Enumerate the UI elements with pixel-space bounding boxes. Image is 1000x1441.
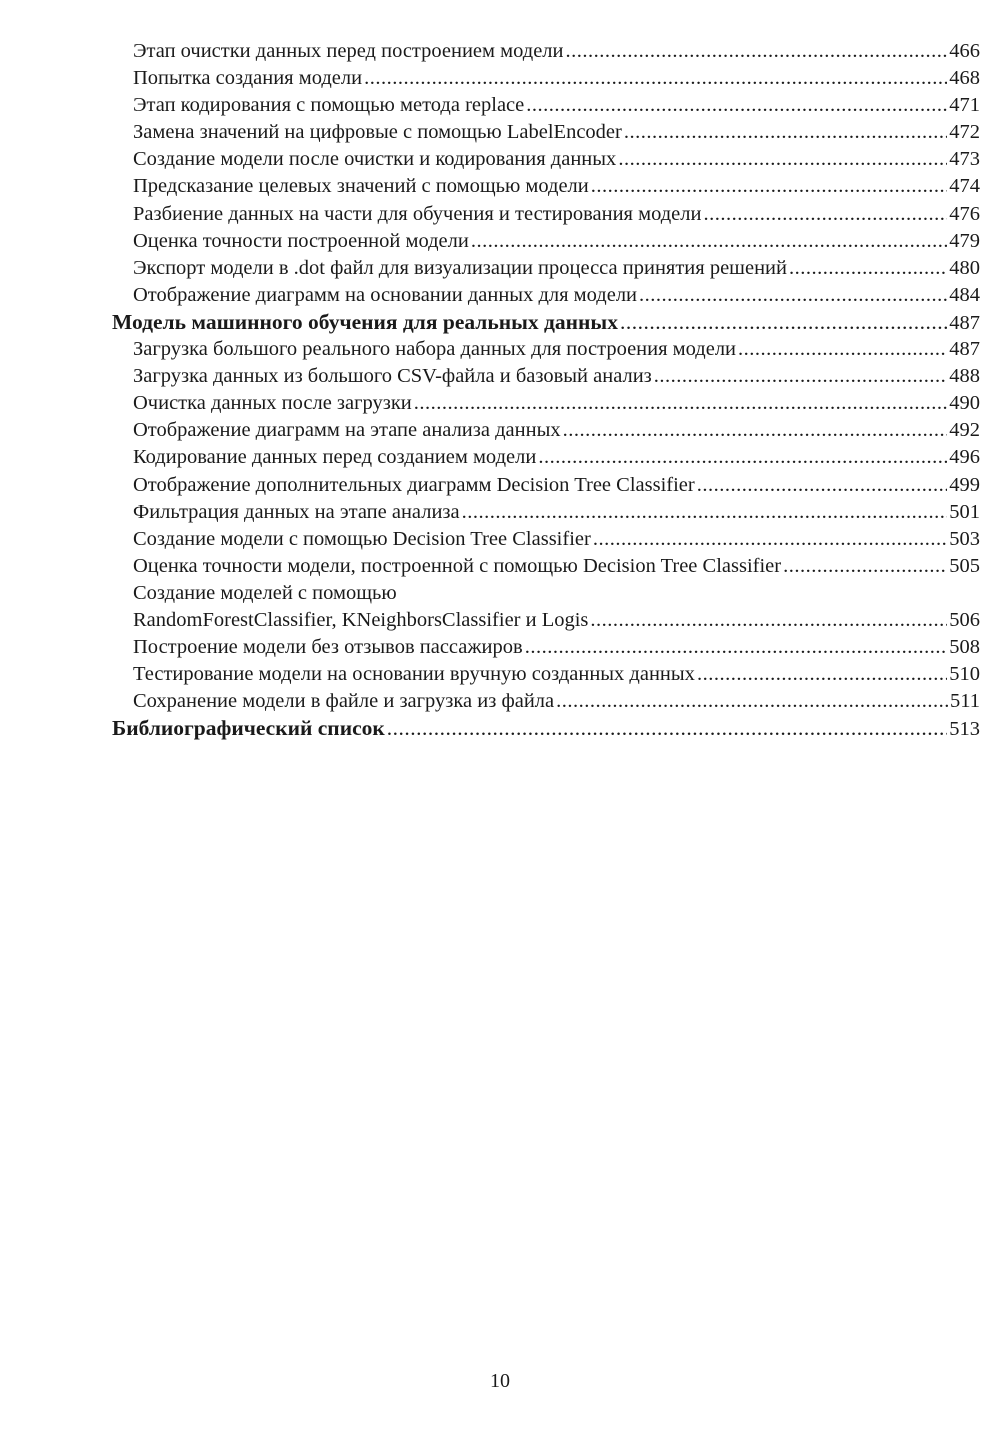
toc-chapter-page: 487 [949,311,980,334]
toc-chapter-page: 513 [949,718,980,741]
toc-entry-page: 506 [949,608,980,631]
toc-dot-leader [618,146,947,173]
toc-dot-leader [526,92,947,119]
toc-entry-title: Отображение дополнительных диаграмм Decision Tree Classifier [133,473,695,496]
toc-entry-title: Очистка данных после загрузки [133,392,412,415]
toc-entry[interactable] [112,228,980,255]
toc-entry-page: 496 [949,446,980,469]
toc-entry-page: 490 [949,392,980,415]
toc-dot-leader [414,390,947,417]
toc-dot-leader [538,444,947,471]
toc-dot-leader [697,661,947,688]
toc-entry-page: 476 [949,202,980,225]
toc-dot-leader [697,472,948,499]
toc-entry-title: Экспорт модели в .dot файл для визуализации процесса принятия решений [133,256,787,279]
toc-dot-leader [593,526,947,553]
toc-entry-title: Загрузка данных из большого CSV-файла и базовый анализ [133,365,652,388]
toc-entry-page: 472 [949,121,980,144]
toc-entry-continuation[interactable] [112,607,980,634]
toc-dot-leader [738,336,947,363]
toc-chapter-entry[interactable] [112,309,980,336]
toc-entry[interactable] [112,65,980,92]
toc-entry-page: 501 [949,500,980,523]
toc-entry-page: 503 [949,527,980,550]
toc-dot-leader [783,553,947,580]
toc-entry-page: 492 [949,419,980,442]
toc-entry-page: 488 [949,365,980,388]
toc-entry-title: Создание моделей с помощью [133,581,397,604]
toc-chapter-title: Модель машинного обучения для реальных данных [112,309,618,334]
toc-entry[interactable] [112,173,980,200]
toc-entry[interactable] [112,92,980,119]
toc-entry-page: 508 [949,636,980,659]
toc-entry-page: 487 [949,338,980,361]
toc-dot-leader [556,688,948,715]
toc-entry-page: 480 [949,256,980,279]
toc-entry[interactable] [112,661,980,688]
toc-dot-leader [566,38,948,65]
toc-entry[interactable] [112,553,980,580]
toc-dot-leader [462,499,948,526]
toc-entry-title: Отображение диаграмм на этапе анализа данных [133,419,561,442]
toc-dot-leader [563,417,948,444]
toc-entry[interactable] [112,146,980,173]
toc-entry-title: Оценка точности модели, построенной с помощью Decision Tree Classifier [133,554,782,577]
toc-entry[interactable] [112,255,980,282]
toc-dot-leader [471,228,947,255]
toc-entry[interactable] [112,363,980,390]
toc-entry-page: 510 [949,663,980,686]
toc-entry[interactable] [112,201,980,228]
toc-entry-page: 499 [949,473,980,496]
toc-chapter-entry[interactable] [112,715,980,742]
toc-entry-page: 474 [949,175,980,198]
toc-entry-page: 468 [949,67,980,90]
toc-dot-leader [525,634,948,661]
toc-entry-title: Отображение диаграмм на основании данных для модели [133,283,638,306]
toc-entry-title: Кодирование данных перед созданием модели [133,446,537,469]
toc-entry-title: Создание модели с помощью Decision Tree Classifier [133,527,591,550]
toc-dot-leader [590,607,947,634]
toc-dot-leader [620,309,947,336]
toc-entry-title: Сохранение модели в файле и загрузка из файла [133,690,555,713]
toc-entry-page: 511 [950,690,980,713]
toc-dot-leader [789,255,947,282]
toc-entry[interactable] [112,634,980,661]
toc-entry[interactable] [112,472,980,499]
toc-entry[interactable] [112,390,980,417]
toc-entry-title: Попытка создания модели [133,67,363,90]
toc-entry-title: Создание модели после очистки и кодирования данных [133,148,617,171]
toc-entry-page: 479 [949,229,980,252]
toc-entry-title: Этап кодирования с помощью метода replace [133,94,525,117]
toc-entry[interactable] [112,336,980,363]
toc-entry-title: Тестирование модели на основании вручную созданных данных [133,663,695,686]
toc-entry[interactable] [112,119,980,146]
toc-entry-title: Построение модели без отзывов пассажиров [133,636,523,659]
toc-entry-page: 471 [949,94,980,117]
page-number: 10 [490,1370,510,1392]
toc-dot-leader [654,363,947,390]
toc-entry[interactable] [112,417,980,444]
toc-entry-page: 505 [949,554,980,577]
toc-dot-leader [639,282,947,309]
toc-entry-page: 466 [949,40,980,62]
toc-entry-title: Предсказание целевых значений с помощью модели [133,175,589,198]
toc-entry[interactable] [112,688,980,715]
toc-dot-leader [591,173,947,200]
toc-dot-leader [703,201,947,228]
toc-entry-title: Замена значений на цифровые с помощью LabelEncoder [133,121,622,144]
toc-dot-leader [387,715,947,742]
toc-entry-title: Фильтрация данных на этапе анализа [133,500,460,523]
toc-dot-leader [364,65,947,92]
toc-entry[interactable] [112,444,980,471]
toc-entry-title-continuation: RandomForestClassifier, KNeighborsClassifier и Logis [133,608,589,631]
toc-entry-first-line[interactable] [112,580,980,607]
toc-entry[interactable] [112,526,980,553]
toc-entry[interactable] [112,499,980,526]
toc-entry-page: 484 [949,283,980,306]
table-of-contents [112,38,980,742]
toc-entry-title: Разбиение данных на части для обучения и тестирования модели [133,202,702,225]
toc-entry-title: Этап очистки данных перед построением модели [133,40,564,62]
toc-dot-leader [624,119,947,146]
toc-entry[interactable] [112,38,980,65]
toc-chapter-title: Библиографический список [112,716,385,741]
toc-entry[interactable] [112,282,980,309]
toc-entry-title: Оценка точности построенной модели [133,229,469,252]
toc-entry-page: 473 [949,148,980,171]
toc-entry-title: Загрузка большого реального набора данных для построения модели [133,338,737,361]
